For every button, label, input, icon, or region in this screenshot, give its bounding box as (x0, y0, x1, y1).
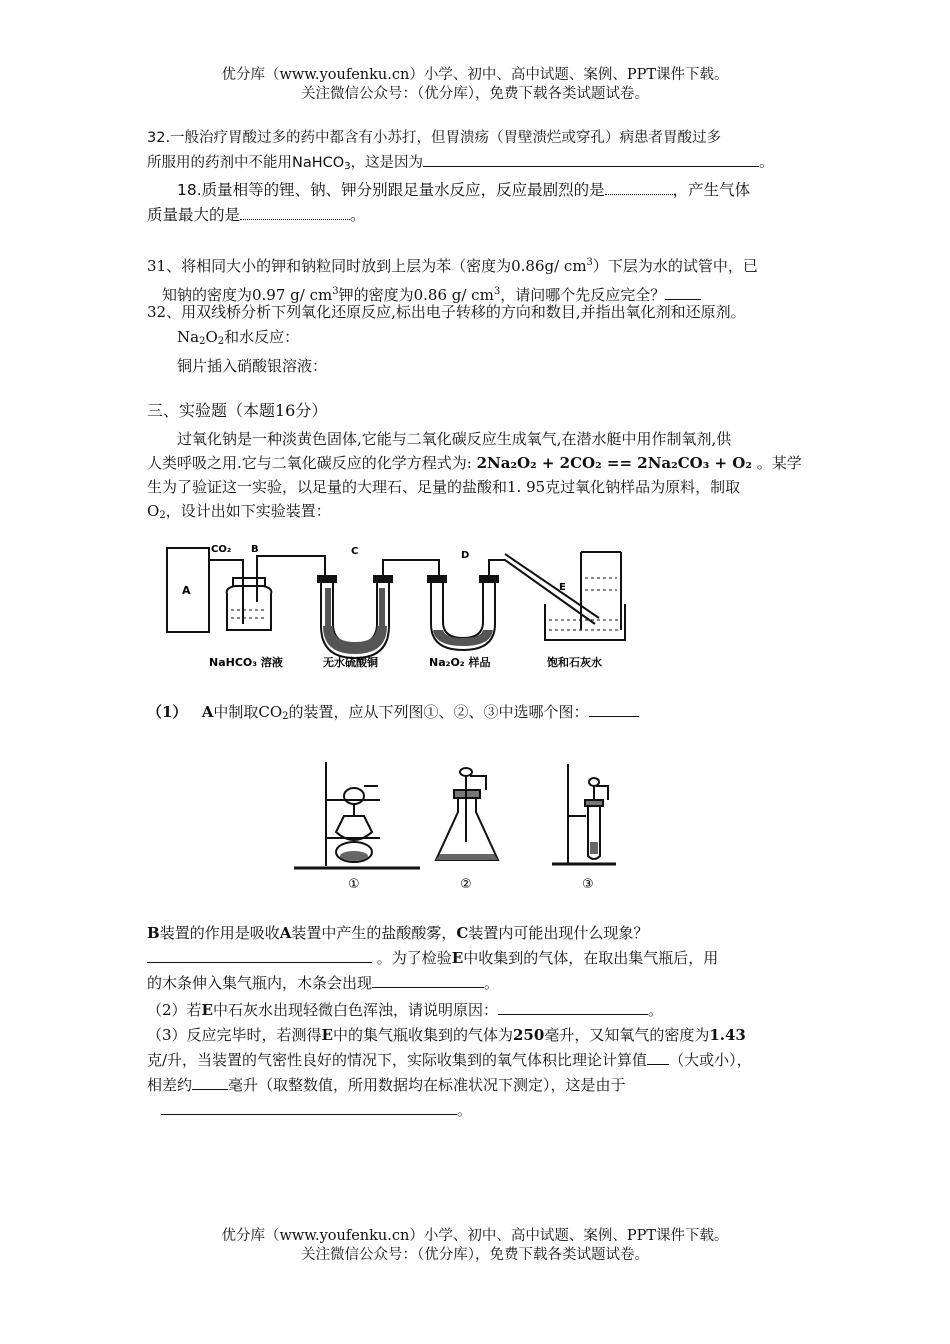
question-18 (147, 178, 817, 228)
page-footer (0, 1227, 950, 1265)
q32b-line2: $Na_2O_2$和水反应： (177, 328, 300, 347)
qbc-line3: 的木条伸入集气瓶内，木条会出现 。 (147, 974, 500, 992)
label-c: C (351, 546, 359, 557)
option-1-label: ① (348, 877, 360, 892)
intro-line1: 过氧化钠是一种淡黄色固体,它能与二氧化碳反应生成氧气,在潜水艇中用作制氧剂,供 (177, 430, 732, 448)
question-3 (147, 1023, 827, 1123)
q32a-line2: 所服用的药剂中不能用NaHCO$_3$，这是因为 。 (147, 151, 817, 179)
q3-line4: 。 (147, 1098, 827, 1123)
q3-line3: 相差约 毫升（取整数值，所用数据均在标准状况下测定），这是由于 (147, 1076, 626, 1094)
q18-blank-1[interactable] (605, 179, 673, 195)
wash-bottle-b (227, 586, 272, 630)
q3-blank-3[interactable] (161, 1099, 457, 1115)
question-32a (147, 126, 817, 179)
caption-e: 饱和石灰水 (547, 656, 602, 669)
label-d: D (461, 550, 470, 561)
q3-line1: （3）反应完毕时，若测得E中的集气瓶收集到的气体为250毫升，又知氧气的密度为1.43 (147, 1026, 746, 1044)
q3-blank-2[interactable] (192, 1074, 228, 1090)
q18-blank-2[interactable] (240, 204, 350, 220)
q32b-line1: 32、用双线桥分析下列氧化还原反应,标出电子转移的方向和数目,并指出氧化剂和还原剂。 (147, 303, 746, 321)
page-header (0, 66, 950, 104)
caption-b: NaHCO₃ 溶液 (209, 656, 283, 669)
q3-blank-1[interactable] (647, 1049, 669, 1065)
caption-c: 无水硫酸铜 (323, 656, 378, 669)
apparatus-diagram (155, 538, 635, 670)
label-a: A (182, 584, 191, 597)
q18-line1: 18.质量相等的锂、钠、钾分别跟足量水反应，反应最剧烈的是 ，产生气体 (177, 181, 751, 199)
label-e: E (559, 582, 566, 593)
footer-line-2: 关注微信公众号：（优分库），免费下载各类试题试卷。 (301, 1247, 649, 1263)
section-3 (147, 399, 817, 528)
question-2: （2）若E中石灰水出现轻微白色浑浊，请说明原因： 。 (147, 1001, 664, 1019)
q31-answer-blank[interactable] (665, 284, 701, 300)
q1-answer-blank[interactable] (589, 701, 639, 717)
intro-line4: $O_2$，设计出如下实验装置： (147, 502, 331, 521)
q2-answer-blank[interactable] (498, 999, 648, 1015)
header-line-1: 优分库（www.youfenku.cn）小学、初中、高中试题、案例、PPT课件下载。 (221, 67, 729, 83)
qbc-blank-2[interactable] (372, 972, 484, 988)
question-1: （1） A中制取$CO_2$的装置，应从下列图①、②、③中选哪个图： (147, 700, 817, 729)
intro-line3: 生为了验证这一实验，以足量的大理石、足量的盐酸和1. 95克过氧化钠样品为原料，制取 (147, 478, 741, 496)
qbc-blank-1[interactable] (147, 947, 372, 963)
question-32b (147, 300, 817, 379)
option-3-label: ③ (582, 877, 594, 892)
options-diagram (290, 756, 630, 894)
label-b: B (251, 544, 259, 555)
label-co2: CO₂ (211, 544, 232, 555)
q32b-line3: 铜片插入硝酸银溶液： (177, 357, 328, 375)
q31-line1: 31、将相同大小的钾和钠粒同时放到上层为苯（密度为0.86g/ $cm^3$）下层为水的试管中，已 (147, 257, 758, 275)
q32a-line1: 32.一般治疗胃酸过多的药中都含有小苏打，但胃溃疡（胃壁溃烂或穿孔）病患者胃酸过多 (147, 130, 722, 146)
qbc-line2: 。为了检验E中收集到的气体，在取出集气瓶后，用 (147, 946, 827, 971)
question-bc (147, 921, 827, 996)
footer-line-1: 优分库（www.youfenku.cn）小学、初中、高中试题、案例、PPT课件下载。 (221, 1228, 729, 1244)
header-line-2: 关注微信公众号：（优分库），免费下载各类试题试卷。 (301, 86, 649, 102)
section-3-title: 三、实验题（本题16分） (147, 401, 328, 420)
caption-d: Na₂O₂ 样品 (429, 656, 491, 669)
q32a-answer-blank[interactable] (423, 151, 759, 167)
intro-line2: 人类呼吸之用.它与二氧化碳反应的化学方程式为: 2Na₂O₂ + 2CO₂ == 2Na₂CO₃ + O₂ 。某学 (147, 454, 802, 472)
reaction-equation: 2Na₂O₂ + 2CO₂ == 2Na₂CO₃ + O₂ (476, 454, 752, 472)
q18-line2: 质量最大的是 。 (147, 206, 366, 224)
q31-line2: 知钠的密度为0.97 g/ $cm^3$钾的密度为0.86 g/ $cm^3$，请问哪个先反应完全？ (147, 279, 817, 308)
qbc-line1: B装置的作用是吸收A装置中产生的盐酸酸雾，C装置内可能出现什么现象？ (147, 924, 649, 942)
q3-line2: 克/升，当装置的气密性良好的情况下，实际收集到的氧气体积比理论计算值 （大或小）， (147, 1051, 752, 1069)
option-2-label: ② (460, 877, 472, 892)
